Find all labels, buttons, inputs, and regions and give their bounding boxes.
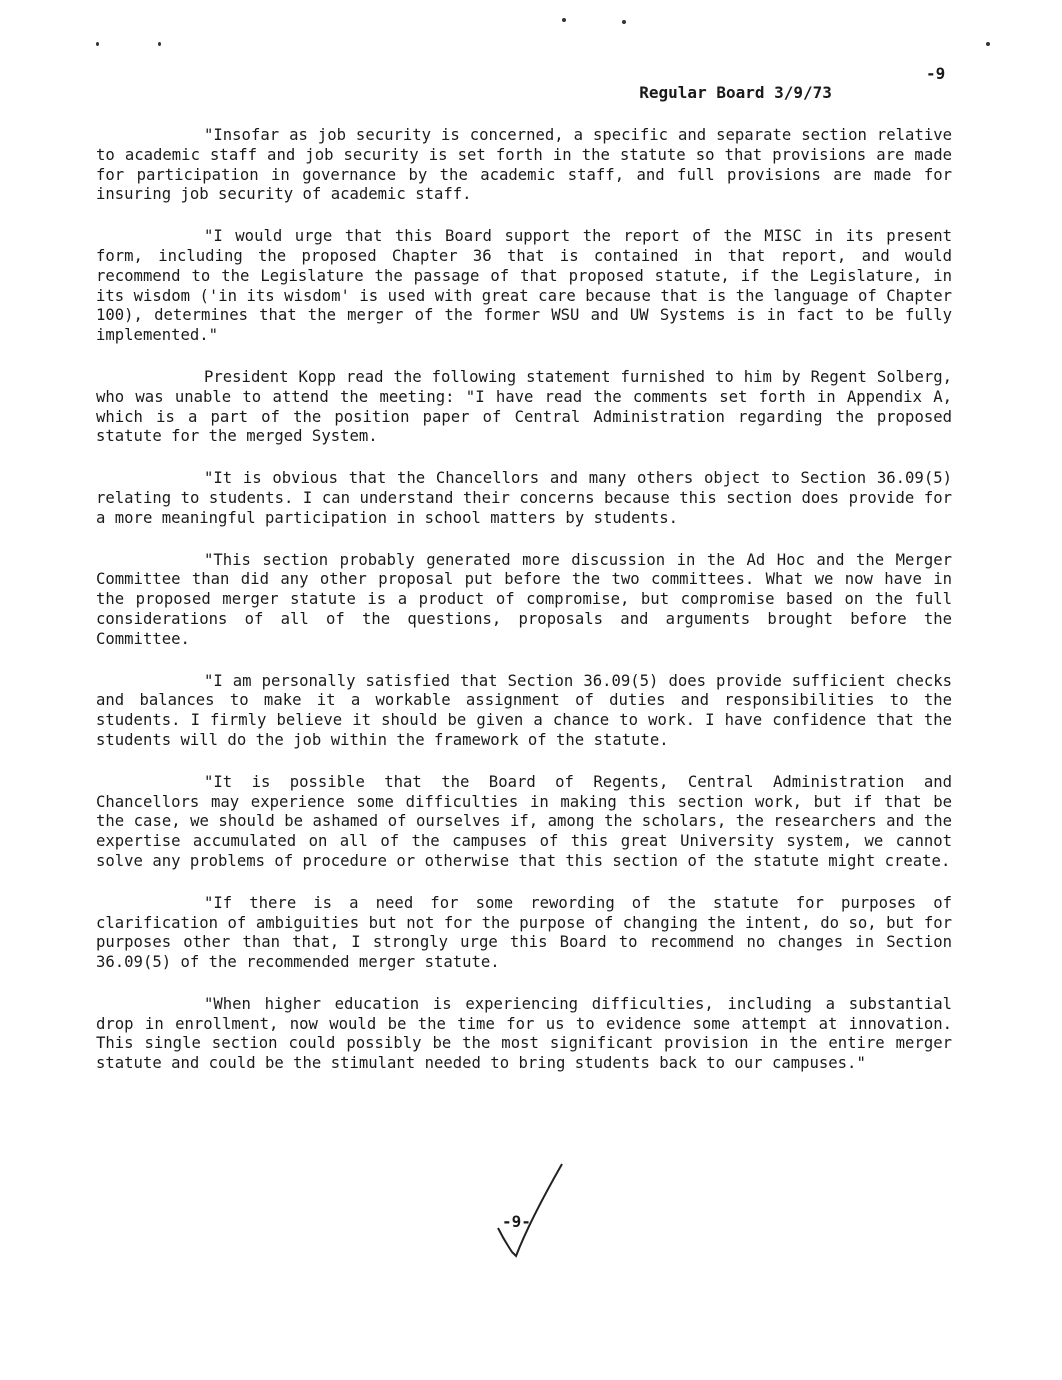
- header-page-number: -9: [926, 64, 946, 83]
- header-title: Regular Board 3/9/73: [639, 83, 832, 102]
- paragraph-support-misc: "I would urge that this Board support the report of the MISC in its present form, including the proposed Chapter 36 that is contained in that report, and would recommend to the Legislature the passage of that proposed statute, if the Legislature, in its wisdom ('in its wisdom' is used with great care because that is the language of Chapter 100), determines that the merger of the former WSU and UW Systems is in fact to be fully implemented.": [96, 227, 952, 345]
- scan-speck: [158, 42, 161, 46]
- handwritten-check-mark: [490, 1160, 570, 1270]
- scan-speck: [986, 42, 990, 46]
- page-header: [620, 64, 950, 121]
- paragraph-rewording: "If there is a need for some rewording of the statute for purposes of clarification of ambiguities but not for the purpose of changing the intent, do so, but for purposes other than that, I strongly urge this Board to recommend no changes in Section 36.09(5) of the recommended merger statute.: [96, 893, 952, 972]
- paragraph-job-security: "Insofar as job security is concerned, a specific and separate section relative to academic staff and job security is set forth in the statute so that provisions are made for participation in governance by the academic staff, and full provisions are made for insuring job security of academic staff.: [96, 126, 952, 204]
- scan-speck: [96, 42, 99, 46]
- paragraph-compromise: "This section probably generated more discussion in the Ad Hoc and the Merger Committee than did any other proposal put before the two committees. What we now have in the proposed merger statute is a product of compromise, but compromise based on the full considerations of all of the questions, proposals and arguments brought before the Committee.: [96, 550, 952, 648]
- paragraph-checks-balances: "I am personally satisfied that Section 36.09(5) does provide sufficient checks and balances to make it a workable assignment of duties and responsibilities to the students. I firmly believe it should be given a chance to work. I have confidence that the students will do the job within the framework of the statute.: [96, 671, 952, 749]
- document-body: [96, 126, 952, 1096]
- paragraph-kopp-statement: President Kopp read the following statement furnished to him by Regent Solberg, who was unable to attend the meeting: "I have read the comments set forth in Appendix A, which is a part of the position paper of Central Administration regarding the proposed statute for the merged System.: [96, 367, 952, 446]
- scan-speck: [622, 20, 626, 24]
- scan-speck: [562, 18, 566, 22]
- paragraph-innovation: "When higher education is experiencing difficulties, including a substantial drop in enrollment, now would be the time for us to evidence some attempt at innovation. This single section could possibly be the most significant provision in the entire merger statute and could be the stimulant needed to bring students back to our campuses.": [96, 994, 952, 1073]
- paragraph-section-objection: "It is obvious that the Chancellors and many others object to Section 36.09(5) relating to students. I can understand their concerns because this section does provide for a more meaningful participation in school matters by students.: [96, 469, 952, 527]
- paragraph-difficulties: "It is possible that the Board of Regents, Central Administration and Chancellors may experience some difficulties in making this section work, but if that be the case, we should be ashamed of ourselves if, among the scholars, the researchers and the expertise accumulated on all of the campuses of this great University system, we cannot solve any problems of procedure or otherwise that this section of the statute might create.: [96, 772, 952, 870]
- footer-page-number: -9-: [502, 1212, 531, 1231]
